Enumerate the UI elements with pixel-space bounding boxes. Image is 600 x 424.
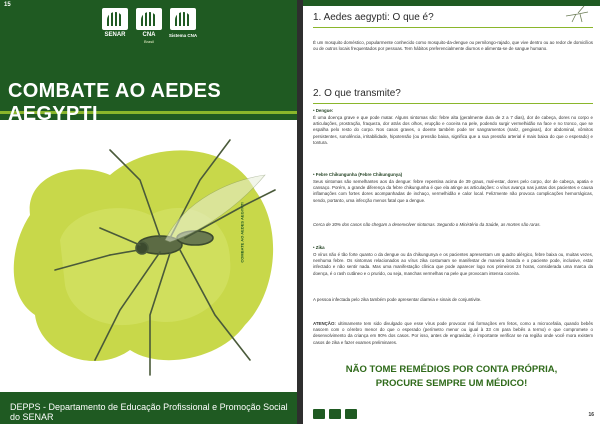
- senar-logo-mark: [102, 8, 128, 30]
- zika-title: • Zika: [313, 245, 325, 250]
- cna-logo-mark: [136, 8, 162, 30]
- zika-text: O vírus não é tão forte quanto o da dengue ou da chikungunya e os pacientes apresentam um quadro alérgico, febre baixa ou, muitas vezes, nenhuma febre. Os sintomas relacionados ao vírus zika costumam se manifestar de maneira branda e o paciente pode, inclusive, estar infectado e não sentir nada. Mas uma manifestação clínica que pode aparecer logo nos primeiros 24 horas, considerada uma marca da doença, é o rash cutâneo e o prurido, ou seja, manchas vermelhas na pele que provocam intensa coceira.: [313, 252, 593, 276]
- footer-logo-sistema: [345, 409, 357, 419]
- chikungunya-title: • Febre Chikungunha (Febre Chikungunya): [313, 172, 403, 177]
- section-1-rule: [313, 27, 593, 28]
- callout-line-2: PROCURE SEMPRE UM MÉDICO!: [375, 378, 528, 389]
- page-number-left: 15: [4, 2, 11, 8]
- content-page: [303, 0, 600, 424]
- cover-footer-text: DEPPS - Departamento de Educação Profissional e Promoção Social do SENAR: [10, 402, 288, 422]
- dengue-text: É uma doença grave e que pode matar. Alguns sintomas são: febre alta (geralmente dura de 2 a 7 dias), dor de cabeça, dores no corpo e articulações, prostração, fraqueza, dor atrás dos olhos, erupção e coceira na pele, podendo surgir vermelhidão na face e no tronco, que se espalha pelo resto do corpo. Nos casos graves, o doente também pode ter sangramentos (nariz, gengivas), dor abdominal, vômitos persistentes, sonolência, irritabilidade, hipotensão (ou pressão baixa, significa que a sua pressão arterial é mais baixa do que o esperado) e tontura.: [313, 115, 593, 145]
- zika-note: A pessoa infectada pelo zika também pode apresentar diarreia e sinais de conjuntivite.: [313, 297, 482, 302]
- cover-title: COMBATE AO AEDES AEGYPTI: [8, 80, 221, 125]
- mosquito-corner-icon: [564, 4, 592, 24]
- partner-logos: [100, 8, 198, 50]
- cover-page: [0, 0, 297, 424]
- cna-logo-text: CNA: [142, 32, 156, 38]
- footer-logos: [313, 409, 357, 419]
- senar-logo-text: SENAR: [104, 32, 126, 38]
- chikungunya-note: Cerca de 30% dos casos não chegam a desenvolver sintomas. Segundo o Ministério da Saúde, as mortes são raras.: [313, 222, 541, 227]
- attention-paragraph: [313, 321, 593, 346]
- section-1-text: É um mosquito doméstico, popularmente conhecido como mosquito-da-dengue ou pernilongo-rajado, que vive dentro ou ao redor de domicílios ou de outros locais frequentados por pessoas. Tem hábitos preferencialmente diurnos e alimenta-se de sangue humano.: [313, 40, 593, 52]
- section-2-heading: [313, 88, 401, 99]
- section-1-heading: [313, 12, 434, 23]
- attention-text: ultimamente tem sido divulgado que esse vírus pode provocar má formações em fetos, como a microcefalia, quando bebês nascem com o cérebro menor do que o esperado (perímetro menor ou igual à 33 cm para bebês a termo) e que compromete o desenvolvimento da criança em 90% dos casos. Por isso, antes de engravidar, é importante verificar se na região onde você mora existem casos de zika e fazer exames preliminares.: [313, 321, 593, 345]
- attention-label: ATENÇÃO:: [313, 321, 336, 326]
- section-2-number: 2.: [313, 88, 322, 99]
- page-number-right: 16: [588, 412, 594, 418]
- section-1-title: Aedes aegypti: O que é?: [323, 12, 434, 23]
- section-2-rule: [313, 103, 593, 104]
- footer-logo-senar: [313, 409, 325, 419]
- side-label-text: COMBATE AO AEDES AEGYPTI: [239, 202, 245, 263]
- chikungunya-text: Seus sintomas são semelhantes aos da dengue: febre repentina acima de 39 graus, mal-estar, dores pelo corpo, dor de cabeça, apatia e cansaço. Porém, a grande diferença da febre chikungunha é que ela atinge as articulações: o vírus avança nas juntas dos pacientes e causa inflamações com fortes dores acompanhadas de inchaço, vermelhidão e calor local. Felizmente não provoca complicações hemorrágicas, sendo, portanto, uma infecção menos fatal que a dengue.: [313, 179, 593, 203]
- dengue-title: • Dengue:: [313, 108, 334, 113]
- callout-line-1: NÃO TOME REMÉDIOS POR CONTA PRÓPRIA,: [345, 364, 558, 375]
- cna-logo: [134, 8, 164, 50]
- footer-logo-cna: [329, 409, 341, 419]
- sistema-cna-logo: [168, 8, 198, 50]
- senar-logo: [100, 8, 130, 50]
- sistema-cna-logo-mark: [170, 8, 196, 30]
- section-1-number: 1.: [313, 12, 322, 23]
- side-label: [239, 170, 278, 300]
- section-2-title: O que transmite?: [324, 88, 401, 99]
- cna-logo-subtext: Brasil: [143, 39, 154, 44]
- content-header-band: [303, 0, 600, 6]
- mosquito-illustration: [0, 120, 297, 392]
- sistema-cna-logo-text: Sistema CNA: [168, 33, 198, 38]
